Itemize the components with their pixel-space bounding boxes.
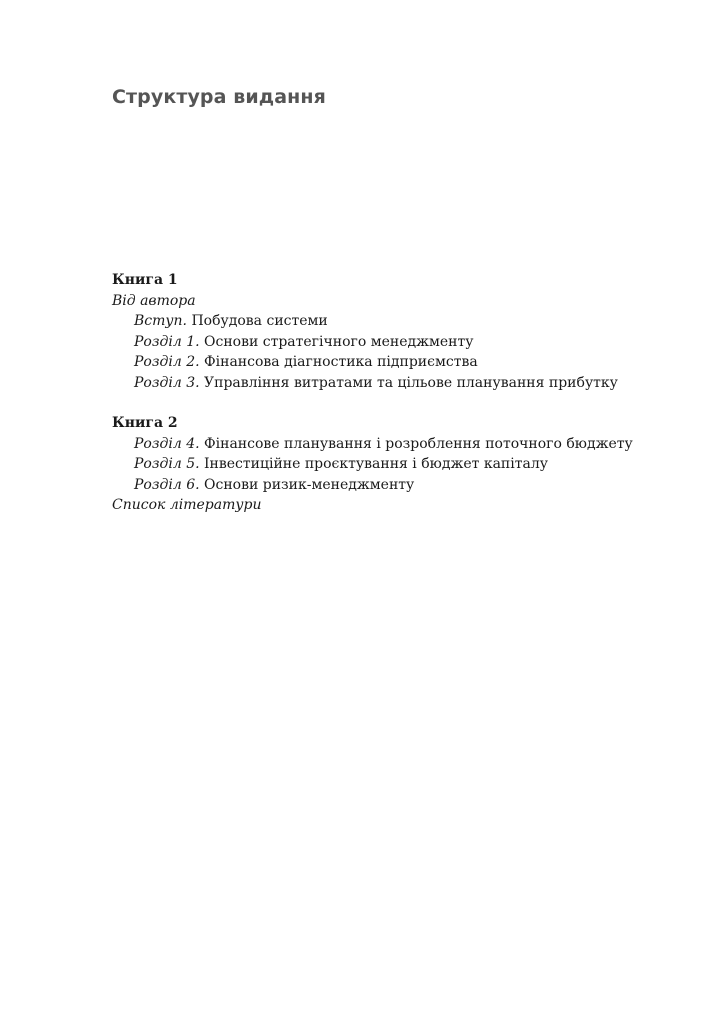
- toc-entry-prefix: Розділ 1.: [134, 333, 200, 350]
- toc-entry-prefix: Вступ.: [134, 313, 187, 329]
- toc-entry-chapter-2: [112, 352, 712, 373]
- page-title: Структура видання: [112, 86, 326, 108]
- toc-entry-text: Управління витратами та цільове планування прибутку: [199, 374, 618, 391]
- toc-entry-text: Основи ризик-менеджменту: [199, 476, 415, 493]
- toc-entry-prefix: Розділ 2.: [134, 354, 200, 370]
- toc-entry-prefix: Розділ 6.: [134, 476, 200, 493]
- toc-entry-chapter-1: [112, 332, 712, 353]
- toc-entry-chapter-4: [112, 434, 712, 455]
- book-1: [112, 270, 712, 393]
- toc-entry-text: Інвестиційне проєктування і бюджет капіталу: [199, 456, 548, 472]
- toc-entry-chapter-6: [112, 475, 712, 496]
- toc-entry-prefix: Розділ 5.: [134, 456, 200, 472]
- toc-entry-text: Фінансова діагностика підприємства: [199, 354, 478, 370]
- toc-entry-text: Фінансове планування і розроблення поточного бюджету: [199, 435, 633, 452]
- toc-entry-chapter-3: [112, 373, 712, 394]
- toc-entry-introduction: [112, 311, 712, 332]
- book-2: [112, 413, 712, 516]
- toc-entry-prefix: Розділ 3.: [134, 374, 200, 391]
- toc-entry-text: Основи стратегічного менеджменту: [199, 333, 474, 350]
- toc-entry-prefix: Список літератури: [112, 497, 262, 513]
- toc-entry-prefix: Від автора: [112, 292, 196, 309]
- toc-entry-chapter-5: [112, 454, 712, 475]
- toc-entry-prefix: Розділ 4.: [134, 435, 200, 452]
- book-2-title: Книга 2: [112, 415, 178, 431]
- toc-entry-from-author: [112, 291, 712, 312]
- toc-entry-text: Побудова системи: [187, 313, 328, 329]
- toc-entry-bibliography: [112, 495, 712, 516]
- book-1-title: Книга 1: [112, 272, 178, 288]
- table-of-contents: [112, 270, 712, 536]
